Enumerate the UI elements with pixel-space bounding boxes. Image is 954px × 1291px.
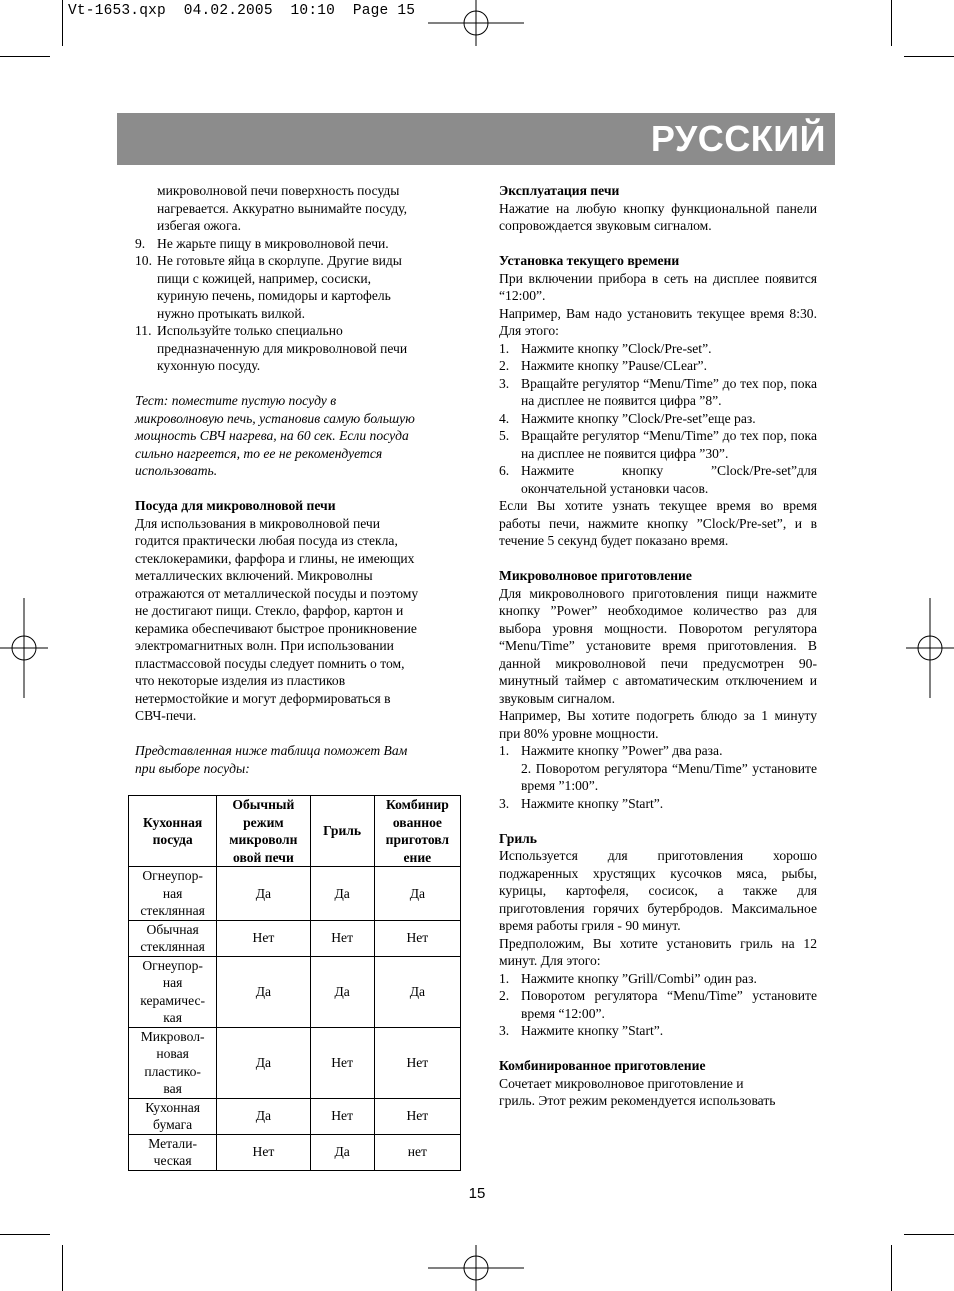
table-intro	[135, 742, 451, 777]
cookware-table	[128, 795, 461, 1171]
table-cell: Да	[217, 1098, 310, 1134]
list-text: Нажмите кнопку ”Clock/Pre-set”еще раз.	[521, 410, 756, 426]
list-text: Нажмите кнопку ”Grill/Combi” один раз.	[521, 970, 757, 986]
crop-mark	[0, 1234, 50, 1235]
table-cell: Да	[217, 867, 310, 921]
list-number: 1.	[499, 970, 510, 986]
table-cell: Нет	[217, 920, 310, 956]
list-number: 5.	[499, 428, 510, 443]
table-row	[129, 1134, 461, 1170]
row-label: Микровол- новая пластико- вая	[129, 1027, 217, 1098]
list-text: Вращайте регулятор “Menu/Time” до тех пор, пока на дисплее не появится цифра ”30”.	[521, 428, 817, 461]
list-item	[499, 340, 817, 358]
text-line: использовать.	[135, 463, 218, 478]
text-line: сильно нагреется, то ее не рекомендуется	[135, 445, 383, 461]
list-text: Нажмите кнопку ”Clock/Pre-set”для окончательной установки часов.	[521, 463, 817, 496]
table-cell: Нет	[310, 1098, 374, 1134]
table-row	[129, 920, 461, 956]
section-heading: Эксплуатация печи	[499, 183, 620, 198]
paragraph: При включении прибора в сеть на дисплее появится “12:00”.	[499, 270, 817, 303]
text-line: Представленная ниже таблица поможет Вам	[135, 743, 408, 758]
continued-paragraph	[135, 182, 451, 235]
test-note	[135, 392, 451, 480]
registration-mark-icon	[428, 1245, 524, 1291]
text-line: Тест: поместите пустую посуду в	[135, 393, 337, 408]
text-line: годится практически любая посуда из стекла,	[135, 533, 398, 548]
section-heading: Установка текущего времени	[499, 253, 680, 268]
text-line: куриную печень, помидоры и картофель	[157, 288, 391, 303]
list-item: 2. Поворотом регулятора “Menu/Time” установите время ”1:00”.	[521, 760, 817, 793]
left-column	[135, 182, 451, 777]
list-number: 2.	[499, 358, 510, 373]
text-line: стеклокерамики, фарфора и глины, не имеющих	[135, 550, 415, 566]
page-number: 15	[468, 1185, 486, 1202]
text-line: гриль. Этот режим рекомендуется использовать	[499, 1093, 776, 1108]
table-cell: Да	[374, 867, 460, 921]
list-item	[499, 357, 817, 375]
text-line: микроволновую печь, установив самую большую	[135, 410, 415, 426]
table-cell: Нет	[217, 1134, 310, 1170]
list-text: Нажмите кнопку ”Clock/Pre-set”.	[521, 340, 712, 356]
header-microwave: Обычный режим микроволн овой печи	[217, 796, 310, 867]
paragraph: Для микроволнового приготовления пищи нажмите кнопку ”Power” необходимое количество раз для выбора уровня мощности. Поворотом регулятора “Menu/Time” установите время приготовления. В данной микроволновой печи предусмотрен 90-минутный таймер с автоматическим отключением и звуковым сигналом.	[499, 585, 817, 706]
list-text: Нажмите кнопку ”Start”.	[521, 1023, 664, 1038]
table-cell: Да	[310, 956, 374, 1027]
text-line: металлических включений. Микроволны	[135, 568, 373, 583]
text-line: электромагнитных волн. При использовании	[135, 638, 394, 653]
text-line: не достигают пищи. Стекло, фарфор, картон и	[135, 603, 404, 618]
list-item	[499, 410, 817, 428]
list-item	[135, 252, 451, 322]
text-line: нужно протыкать вилкой.	[157, 305, 305, 321]
registration-mark-icon	[428, 0, 524, 46]
list-number: 9.	[135, 235, 146, 251]
table-cell: Нет	[374, 1098, 460, 1134]
list-item	[499, 795, 817, 813]
table-cell: Нет	[310, 920, 374, 956]
row-label: Огнеупор- ная керамичес- кая	[129, 956, 217, 1027]
list-number: 10.	[135, 253, 152, 268]
header-combi: Комбинир ованное приготовл ение	[374, 796, 460, 867]
registration-mark-icon	[0, 598, 48, 698]
list-text: Нажмите кнопку ”Power” два раза.	[521, 743, 723, 758]
crop-mark	[62, 0, 63, 46]
table-row	[129, 956, 461, 1027]
list-text: Нажмите кнопку ”Start”.	[521, 795, 664, 811]
table-cell: Да	[310, 867, 374, 921]
list-number: 3.	[499, 795, 510, 811]
section-heading: Комбинированное приготовление	[499, 1058, 706, 1073]
list-text: Вращайте регулятор “Menu/Time” до тех пор, пока на дисплее не появится цифра ”8”.	[521, 375, 817, 408]
table-row	[129, 1027, 461, 1098]
crop-mark	[891, 0, 892, 46]
text-line: Не жарьте пищу в микроволновой печи.	[157, 235, 389, 251]
list-item	[499, 375, 817, 410]
header-cookware: Кухонная посуда	[129, 796, 217, 867]
table-row	[129, 1098, 461, 1134]
text-line: кухонную посуду.	[157, 358, 261, 373]
text-line: пластмассовой посуды следует помнить о том,	[135, 655, 405, 671]
dish-paragraph	[135, 515, 451, 725]
row-label: Огнеупор- ная стеклянная	[129, 867, 217, 921]
table-row	[129, 867, 461, 921]
text-line: Сочетает микроволновое приготовление и	[499, 1075, 744, 1091]
text-line: Используйте только специально	[157, 323, 343, 338]
text-line: предназначенную для микроволновой печи	[157, 340, 408, 356]
paragraph: Например, Вы хотите подогреть блюдо за 1 минуту при 80% уровне мощности.	[499, 708, 817, 741]
table-cell: Да	[374, 956, 460, 1027]
row-label: Обычная стеклянная	[129, 920, 217, 956]
list-number: 3.	[499, 1023, 510, 1038]
crop-mark	[904, 56, 954, 57]
list-number: 1.	[499, 743, 510, 758]
crop-mark	[62, 1245, 63, 1291]
list-number: 6.	[499, 463, 510, 478]
list-item	[135, 322, 451, 375]
crop-mark	[904, 1234, 954, 1235]
text-line: избегая ожога.	[157, 218, 241, 233]
list-item	[499, 427, 817, 462]
paragraph: Используется для приготовления хорошо поджаренных хрустящих кусочков мяса, рыбы, курицы, картофеля, сосисок, а также для приготовления горячих бутербродов. Максимальное время работы гриля - 90 минут.	[499, 848, 817, 933]
list-text: Нажмите кнопку ”Pause/CLear”.	[521, 358, 707, 373]
list-item	[135, 235, 451, 253]
list-number: 3.	[499, 375, 510, 391]
paragraph: Нажатие на любую кнопку функциональной панели сопровождается звуковым сигналом.	[499, 200, 817, 233]
text-line: керамика обеспечивают быстрое проникновение	[135, 620, 417, 636]
right-column	[499, 182, 817, 1110]
header-grill: Гриль	[310, 796, 374, 867]
list-number: 4.	[499, 410, 510, 426]
text-line: мощность СВЧ нагрева, на 60 сек. Если посуда	[135, 428, 409, 443]
list-item	[499, 987, 817, 1022]
text-line: что некоторые изделия из пластиков	[135, 673, 346, 688]
list-number: 2.	[499, 988, 510, 1003]
crop-mark	[891, 1245, 892, 1291]
section-heading: Микроволновое приготовление	[499, 568, 692, 583]
text-line: нетермостойкие и могут деформироваться в	[135, 690, 391, 706]
table-cell: Да	[217, 1027, 310, 1098]
table-header-row	[129, 796, 461, 867]
text-line: Для использования в микроволновой печи	[135, 515, 381, 531]
text-line: отражаются от металлической посуды и поэтому	[135, 585, 419, 601]
paragraph	[499, 1075, 817, 1110]
paragraph: Предположим, Вы хотите установить гриль на 12 минут. Для этого:	[499, 935, 817, 968]
list-item	[499, 742, 817, 760]
text-line: пищи с кожицей, например, сосиски,	[157, 270, 372, 286]
table-cell: Да	[217, 956, 310, 1027]
list-item	[499, 1022, 817, 1040]
paragraph: Например, Вам надо установить текущее время 8:30. Для этого:	[499, 305, 817, 338]
text-line: при выборе посуды:	[135, 760, 250, 776]
crop-mark	[0, 56, 50, 57]
text-line: микроволновой печи поверхность посуды	[157, 183, 400, 198]
section-heading: Гриль	[499, 830, 537, 846]
list-item	[499, 970, 817, 988]
row-label: Кухонная бумага	[129, 1098, 217, 1134]
paragraph: Если Вы хотите узнать текущее время во время работы печи, нажмите кнопку ”Clock/Pre-set”, и в течение 5 секунд будет показано время.	[499, 498, 817, 548]
list-number: 11.	[135, 323, 152, 338]
print-slug: Vt-1653.qxp 04.02.2005 10:10 Page 15	[68, 3, 416, 19]
section-heading: Посуда для микроволновой печи	[135, 498, 336, 513]
text-line: нагревается. Аккуратно вынимайте посуду,	[157, 200, 407, 216]
list-text: Поворотом регулятора “Menu/Time” установите время “12:00”.	[521, 988, 817, 1021]
table-cell: нет	[374, 1134, 460, 1170]
list-item	[499, 462, 817, 497]
text-line: СВЧ-печи.	[135, 708, 197, 723]
registration-mark-icon	[906, 598, 954, 698]
language-title: РУССКИЙ	[650, 118, 826, 159]
table-cell: Нет	[310, 1027, 374, 1098]
table-cell: Да	[310, 1134, 374, 1170]
language-banner	[117, 113, 835, 165]
list-number: 1.	[499, 340, 510, 356]
row-label: Метали- ческая	[129, 1134, 217, 1170]
table-cell: Нет	[374, 920, 460, 956]
table-cell: Нет	[374, 1027, 460, 1098]
text-line: Не готовьте яйца в скорлупе. Другие виды	[157, 253, 402, 268]
